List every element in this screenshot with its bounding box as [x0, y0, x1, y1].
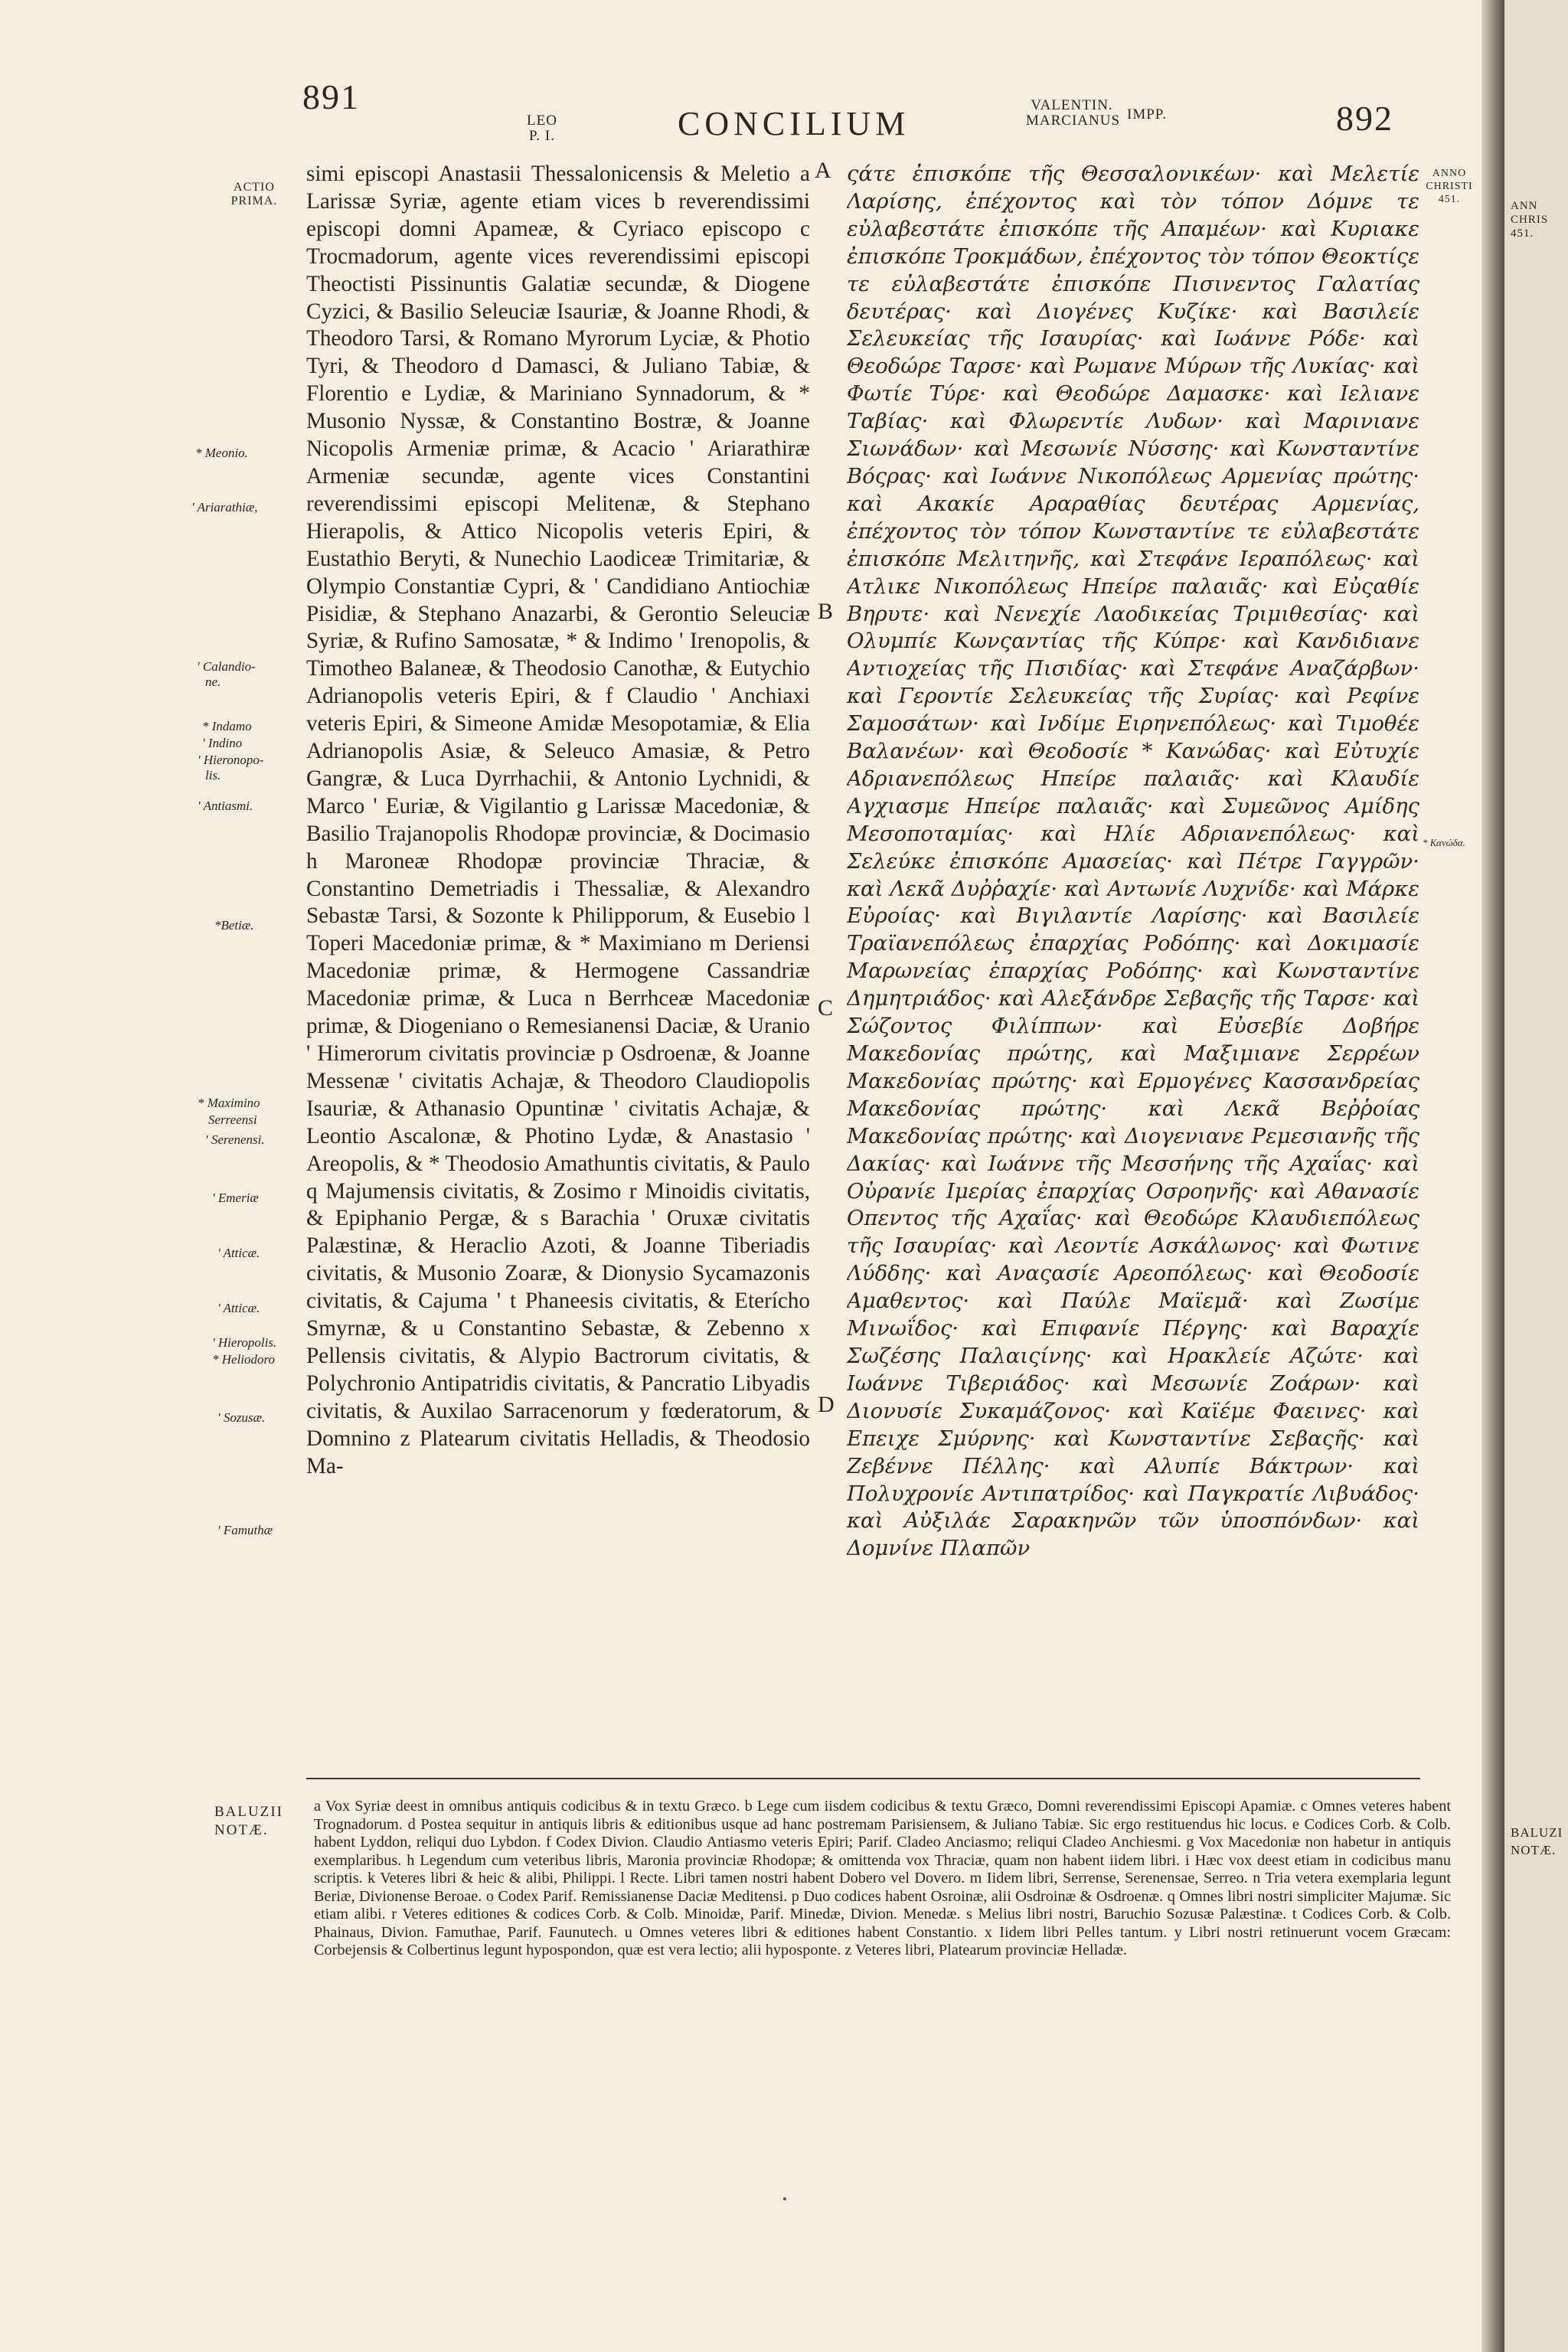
margin-note: ' Hieronopo-: [198, 753, 264, 767]
margin-note: ' Hieropolis.: [212, 1335, 277, 1350]
notes-label-line2: NOTÆ.: [214, 1822, 269, 1838]
margin-note: ' Calandio-: [197, 659, 256, 674]
latin-text: simi episcopi Anastasii Thessalonicensis & Meletio a Larissæ Syriæ, agente etiam vices b reverendissimi episcopi domni Apameæ, & Cyriaco episcopo c Trocmadorum, agente vices reverendissimi episcopi Theoctisti Pissinuntis Galatiæ secundæ, & Diogene Cyzici, & Basilio Seleuciæ Isauriæ, & Joanne Rhodi, & Theodoro Tarsi, & Romano Myrorum Lyciæ, & Photio Tyri, & Theodoro d Damasci, & Juliano Tabiæ, & Florentio e Lydiæ, & Mariniano Synnadorum, & * Musonio Nyssæ, & Constantino Bostræ, & Joanne Nicopolis Armeniæ primæ, & Acacio ' Ariarathiræ Armeniæ secundæ, agente vices Constantini reverendissimi episcopi Melitenæ, & Stephano Hierapolis, & Attico Nicopolis veteris Epiri, & Eustathio Beryti, & Nunechio Laodiceæ Trimitariæ, & Olympio Constantiæ Cypri, & ' Candidiano Antiochiæ Pisidiæ, & Stephano Anazarbi, & Gerontio Seleuciæ Syriæ, & Rufino Samosatæ, * & Indimo ' Irenopolis, & Timotheo Balaneæ, & Theodosio Canothæ, & Eutychio Adrianopolis veteris Epiri, & f Claudio ' Anchiaxi veteris Epiri, & Simeone Amidæ Mesopotamiæ, & Elia Adrianopolis Asiæ, & Seleuco Amasiæ, & Petro Gangræ, & Luca Dyrrhachii, & Antonio Lychnidi, & Marco ' Euriæ, & Vigilantio g Larissæ Macedoniæ, & Basilio Trajanopolis Rhodopæ provinciæ, & Docimasio h Maroneæ Rhodopæ provinciæ Thraciæ, & Constantino Demetriadis i Thessaliæ, & Alexandro Sebastæ Tarsi, & Sozonte k Philipporum, & Eusebio l Toperi Macedoniæ primæ, & * Maximiano m Deriensi Macedoniæ primæ, & Hermogene Cassandriæ Macedoniæ primæ, & Luca n Berrhceæ Macedoniæ primæ, & Diogeniano o Remesianensi Daciæ, & Uranio ' Himerorum civitatis provinciæ p Osdroenæ, & Joanne Messenæ ' civitatis Achajæ, & Theodoro Claudiopolis Isauriæ, & Athanasio Opuntinæ ' civitatis Achajæ, & Leontio Ascalonæ, & Photino Lydæ, & Anastasio ' Areopolis, & * Theodosio Amathuntis civitatis, & Paulo q Majumensis civitatis, & Zosimo r Minoidis civitatis, & Epiphanio Pergæ, & s Barachia ' Oruxæ civitatis Palæstinæ, & Heraclio Azoti, & Joanne Tiberiadis civitatis, & Musonio Zoaræ, & Dionysio Sycamazonis civitatis, & Cajuma ' t Phaneesis civitatis, & Eterícho Smyrnæ, & u Constantino Sebastæ, & Zebenno x Pellensis civitatis, & Alypio Bactrorum civitatis, & Polychronio Antipatridis civitatis, & Pancratio Libyadis civitatis, & Auxilao Sarracenorum y fœderatorum, & Domnino z Platearum civitatis Helladis, & Theodosio Ma-: [306, 162, 810, 1478]
emperors-label: [1026, 97, 1121, 129]
margin-note: Serreensi: [208, 1112, 257, 1127]
section-letter-b: B: [818, 599, 834, 624]
next-baluzii: BALUZI: [1511, 1825, 1563, 1840]
margin-note: * Meonio.: [195, 446, 248, 460]
margin-note: ' Atticæ.: [217, 1246, 260, 1260]
margin-note: * Heliodoro: [212, 1352, 276, 1367]
notes-label: [214, 1803, 283, 1840]
margin-note-right: * Κανώδα.: [1423, 837, 1465, 848]
page-title: CONCILIUM: [678, 105, 910, 142]
margin-note: lis.: [205, 768, 221, 782]
margin-note: *Betiæ.: [214, 918, 254, 933]
year-label: 451.: [1438, 194, 1461, 205]
margin-note: ' Serenensi.: [205, 1132, 265, 1147]
christi-word: CHRISTI: [1426, 181, 1473, 192]
section-letter-c: C: [818, 995, 834, 1021]
margin-note: ' Emeriæ: [212, 1191, 259, 1205]
actio-word: ACTIO: [234, 181, 275, 194]
pope-label: [523, 113, 561, 144]
notes-label-line1: BALUZII: [214, 1804, 283, 1820]
ink-dot: [783, 2197, 786, 2200]
emperor-1: VALENTIN.: [1031, 97, 1113, 113]
pope-name: LEO: [527, 113, 557, 129]
margin-note: ' Ariarathiæ,: [191, 500, 258, 514]
margin-note: ' Antiasmi.: [198, 799, 253, 813]
greek-column: [847, 161, 1419, 1746]
notes-rule: [306, 1778, 1420, 1779]
next-christi: CHRIS: [1511, 214, 1549, 226]
margin-note: ' Indino: [202, 736, 243, 750]
page-number-left: 891: [302, 77, 360, 116]
latin-column: [306, 161, 810, 1726]
page-number-right: 892: [1336, 99, 1393, 138]
margin-note: ' Sozusæ.: [217, 1410, 266, 1425]
emperor-2: MARCIANUS: [1026, 113, 1121, 129]
section-letter-a: A: [815, 158, 831, 183]
anno-christi-label: [1423, 167, 1476, 206]
greek-text: ςάτε ἐπισκόπε τῆς Θεσσαλονικέων· καὶ Μελετίε Λαρίσης, ἐπέχοντος καὶ τὸν τόπον Δόμνε τε εὐλαβεστάτε ἐπισκόπε τῆς Απαμέων· καὶ Κυριακε ἐπισκόπε Τροκμάδων, ἐπέχοντος τὸν τόπον Θεοκτίςε τε εὐλαβεστάτε ἐπισκόπε Πισινεντος Γαλατίας δευτέρας· καὶ Διογένες Κυζίκε· καὶ Βασιλείε Σελευκείας τῆς Ισαυρίας· καὶ Ιωάννε Ρόδε· καὶ Θεοδώρε Ταρσε· καὶ Ρωμανε Μύρων τῆς Λυκίας· καὶ Φωτίε Τύρε· καὶ Θεοδώρε Δαμασκε· καὶ Ιελιανε Ταβίας· καὶ Φλωρεντίε Λυδων· καὶ Μαρινιανε Σιωνάδων· καὶ Μεσωνίε Νύσσης· καὶ Κωνσταντίνε Βόςρας· καὶ Ιωάννε Νικοπόλεως Αρμενίας πρώτης· καὶ Ακακίε Αραραθίας δευτέρας Αρμενίας, ἐπέχοντος τὸν τόπον Κωνσταντίνε τε εὐλαβεστάτε ἐπισκόπε Μελιτηνῆς, καὶ Στεφάνε Ιεραπόλεως· καὶ Ατλικε Νικοπόλεως Ηπείρε παλαιᾶς· καὶ Εὐςαθίε Βηρυτε· καὶ Νενεχίε Λαοδικείας Τριμιθεσίας· καὶ Ολυμπίε Κωνςαντίας τῆς Κύπρε· καὶ Κανδιδιανε Αντιοχείας τῆς Πισιδίας· καὶ Στεφάνε Αναζάρβων· καὶ Γεροντίε Σελευκείας τῆς Συρίας· καὶ Ρεφίνε Σαμοσάτων· καὶ Ινδίμε Ειρηνεπόλεως· καὶ Τιμοθέε Βαλανέων· καὶ Θεοδοσίε * Κανώδας· καὶ Εὐτυχίε Αδριανεπόλεως Ηπείρε παλαιᾶς· καὶ Κλαυδίε Αγχιασμε Ηπείρε παλαιᾶς· καὶ Συμεῶνος Αμίδης Μεσοποταμίας· καὶ Ηλίε Αδριανεπόλεως· καὶ Σελεύκε ἐπισκόπε Αμασείας· καὶ Πέτρε Γαγγρῶν· καὶ Λεκᾶ Δυῤῥαχίε· καὶ Αντωνίε Λυχνίδε· καὶ Μάρκε Εὐροίας· καὶ Βιγιλαντίε Λαρίσης· καὶ Βασιλείε Τραϊανεπόλεως ἐπαρχίας Ροδόπης· καὶ Δοκιμασίε Μαρωνείας ἐπαρχίας Ροδόπης· καὶ Κωνσταντίνε Δημητριάδος· καὶ Αλεξάνδρε Σεβαςῆς τῆς Ταρσε· καὶ Σώζοντος Φιλίππων· καὶ Εὐσεβίε Δοβήρε Μακεδονίας πρώτης, καὶ Μαξιμιανε Σερρέων Μακεδονίας πρώτης· καὶ Ερμογένες Κασσανδρείας Μακεδονίας πρώτης· καὶ Λεκᾶ Βεῤῥοίας Μακεδονίας πρώτης· καὶ Διογενιανε Ρεμεσιανῆς τῆς Δακίας· καὶ Ιωάννε τῆς Μεσσήνης τῆς Αχαΐας· καὶ Οὐρανίε Ιμερίας ἐπαρχίας Οσροηνῆς· καὶ Αθανασίε Οπεντος τῆς Αχαΐας· καὶ Θεοδώρε Κλαυδιεπόλεως τῆς Ισαυρίας· καὶ Λεοντίε Ασκάλωνος· καὶ Φωτινε Λύδδης· καὶ Αναςασίε Αρεοπόλεως· καὶ Θεοδοσίε Αμαθεντος· καὶ Παύλε Μαϊεμᾶ· καὶ Ζωσίμε Μινωΐδος· καὶ Επιφανίε Πέργης· καὶ Βαραχίε Σωζέσης Παλαιςίνης· καὶ Ηρακλείε Αζώτε· καὶ Ιωάννε Τιβεριάδος· καὶ Μεσωνίε Ζοάρων· καὶ Διονυσίε Συκαμάζονος· καὶ Καϊέμε Φαεινες· καὶ Επειχε Σμύρνης· καὶ Κωνσταντίνε Σεβαςῆς· καὶ Ζεβέννε Πέλλης· καὶ Αλυπίε Βάκτρων· καὶ Πολυχρονίε Αντιπατρίδος· καὶ Παγκρατίε Λιβυάδος· καὶ Αὐξιλάε Σαρακηνῶν τῶν ὑποσπόνδων· καὶ Δομνίνε Πλαπῶν: [847, 162, 1419, 1561]
margin-note: ne.: [205, 675, 221, 689]
next-page-edge: [1504, 0, 1568, 2352]
margin-note: ' Atticæ.: [217, 1301, 260, 1315]
margin-note: ' Famuthæ: [217, 1523, 273, 1537]
margin-note: * Maximino: [198, 1096, 260, 1110]
anno-word: ANNO: [1432, 168, 1467, 179]
emperors-suffix: IMPP.: [1127, 106, 1167, 122]
page-gutter: [1481, 0, 1504, 2352]
next-notae: NOTÆ.: [1511, 1843, 1557, 1857]
prima-word: PRIMA.: [230, 194, 278, 207]
actio-label: [216, 181, 292, 208]
pope-sub: P. I.: [528, 128, 556, 144]
next-notes-label: [1511, 1824, 1563, 1859]
footnotes: [314, 1798, 1451, 1960]
footnotes-text: a Vox Syriæ deest in omnibus antiquis codicibus & in textu Græco. b Lege cum iisdem codicibus & textu Græco, Domni reverendissimi Episcopi Apamiæ. c Omnes veteres habent Trognadorum. d Postea sequitur in antiquis libris & editionibus usque ad hanc postremam Parisiensem, & Juliano Tabiæ. Sic ergo restituendus hic locus. e Codices Corb. & Colb. habent Lyddon, reliqui duo Lybdon. f Codex Divion. Claudio Antiasmo veteris Epiri; Parif. Cladeo Anciasmo; reliqui Cladeo Anchiesmi. g Vox Macedoniæ non habetur in antiquis exemplaribus. h Legendum cum veteribus libris, Maronia provinciæ Rhodopæ; & omittenda vox Thraciæ, quam non habent iidem libri. i Hæc vox deest etiam in codicibus manu scriptis. k Veteres libri & heic & alibi, Philippi. l Recte. Libri tamen nostri habent Dobero vel Dovero. m Iidem libri, Serrense, Serenensae, Serreo. n Tria vetera exemplaria legunt Beriæ, Divionense Beroae. o Codex Parif. Remissianense Daciæ Meditensi. p Duo codices habent Osroinæ, alii Osdroinæ & Osdroenæ. q Omnes libri nostri simpliciter Majumæ. Sic etiam alibi. r Veteres editiones & codices Corb. & Colb. Minoidæ, Parif. Minedæ, Divion. Menedæ. s Melius libri nostri, Baruchio Sozusæ Palæstinæ. t Codices Corb. & Colb. Phainaus, Divion. Famuthae, Parif. Faunutech. u Omnes veteres libri & editiones habent Constantio. x Iidem libri Pelles tantum. y Libri nostri retinuerunt vocem Græcam: Corbejensis & Colbertinus legunt hypospondon, quæ est vera lectio; alii hyposponte. z Veteres libri, Platearum provinciæ Helladæ.: [314, 1798, 1451, 1958]
next-anno-label: [1511, 199, 1548, 240]
section-letter-d: D: [818, 1392, 835, 1417]
next-year: 451.: [1511, 227, 1534, 240]
next-anno: ANN: [1511, 200, 1538, 212]
margin-note: * Indamo: [202, 719, 252, 733]
